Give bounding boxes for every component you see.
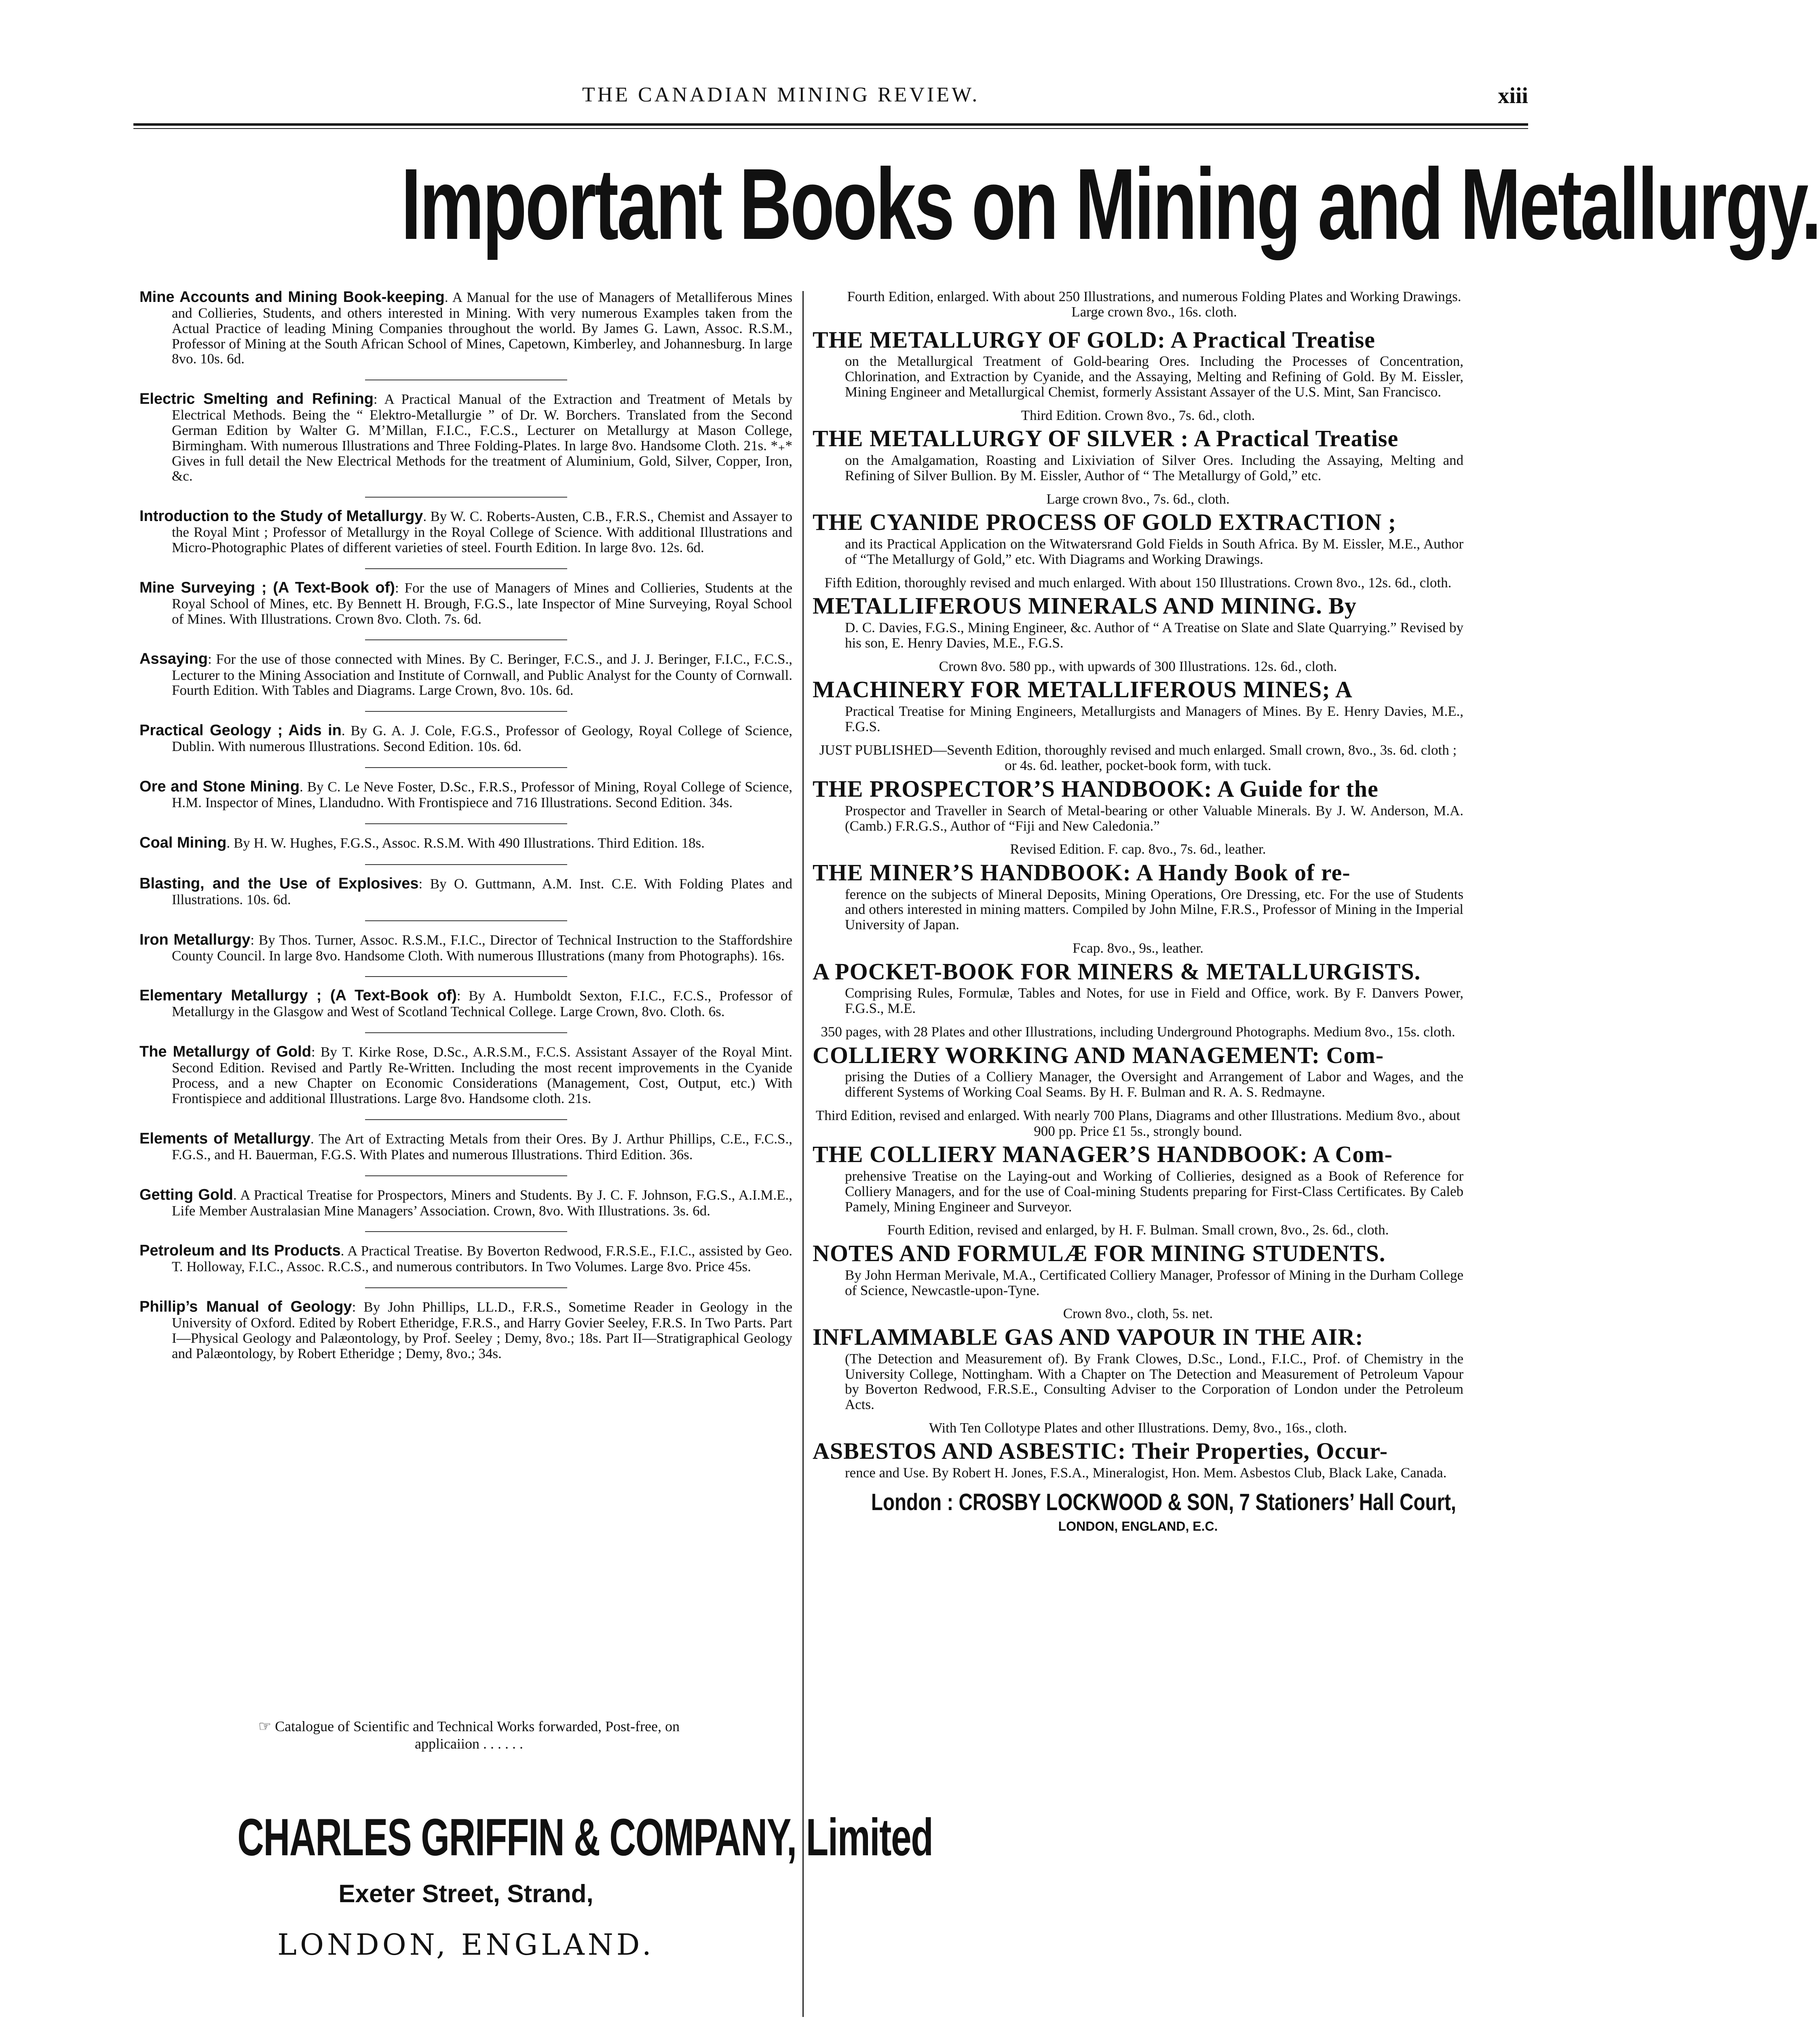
book-description: Comprising Rules, Formulæ, Tables and Notes, for use in Field and Office, work. By F. Danvers Power, F.G.S., M.E.: [845, 985, 1463, 1017]
book-description: : For the use of those connected with Mines. By C. Beringer, F.C.S., and J. J. Beringer, F.I.C., F.C.S., Lecturer to the Mining Association and Institute of Cornwall, and Public Analyst for the County of Cornwall. Fourth Edition. With Tables and Diagrams. Large Crown, 8vo. 10s. 6d.: [172, 651, 792, 698]
book-description: on the Amalgamation, Roasting and Lixiviation of Silver Ores. Including the Assaying, Melting and Refining of Silver Bullion. By M. Eissler, Author of “ The Metallurgy of Gold,” etc.: [845, 452, 1463, 484]
book-heading: A POCKET-BOOK FOR MINERS & METALLURGISTS.: [813, 958, 1421, 985]
entry-separator: [365, 1231, 567, 1232]
book-description: prehensive Treatise on the Laying-out and Working of Collieries, designed as a Book of Reference for Colliery Managers, and for the use of Coal-mining Students preparing for First-Class Certificates. By Caleb Pamely, Mining Engineer and Surveyor.: [845, 1168, 1463, 1215]
book-entry-text: [139, 875, 792, 907]
page-header: [133, 83, 1528, 115]
book-title: Elements of Metallurgy: [139, 1130, 311, 1147]
header-rule-thin: [133, 128, 1528, 129]
entry-separator: [365, 1032, 567, 1033]
book-entry: [813, 861, 1463, 932]
book-entry: [139, 987, 792, 1019]
book-heading: METALLIFEROUS MINERALS AND MINING. By: [813, 593, 1357, 619]
book-description: . A Manual for the use of Managers of Metalliferous Mines and Collieries, Students, and others interested in Mining. With very numerous Examples taken from the Actual Practice of leading Mining Companies throughout the world. By James G. Lawn, Assoc. R.S.M., Professor of Mining at the South African School of Mines, Capetown, Kimberley, and Johannesburg. In large 8vo. 10s. 6d.: [172, 289, 792, 367]
book-entry: [813, 1043, 1463, 1100]
book-heading: INFLAMMABLE GAS AND VAPOUR IN THE AIR:: [813, 1323, 1364, 1350]
book-entry: [813, 510, 1463, 567]
entry-separator: [365, 497, 567, 498]
edition-note: 350 pages, with 28 Plates and other Illustrations, including Underground Photographs. Medium 8vo., 15s. cloth.: [821, 1024, 1455, 1040]
book-entry-text: [139, 391, 792, 484]
edition-note: Fifth Edition, thoroughly revised and much enlarged. With about 150 Illustrations. Crown 8vo., 12s. 6d., cloth.: [824, 574, 1452, 591]
book-entry: [139, 651, 792, 698]
edition-note: Large crown 8vo., 7s. 6d., cloth.: [1046, 491, 1230, 507]
book-title: Coal Mining: [139, 834, 227, 851]
book-entry: [813, 1439, 1463, 1481]
edition-note: Crown 8vo., cloth, 5s. net.: [1063, 1306, 1213, 1322]
edition-note: Third Edition, revised and enlarged. With nearly 700 Plans, Diagrams and other Illustrations. Medium 8vo., about 900 pp. Price £1 5s., strongly bound.: [815, 1108, 1461, 1139]
book-entry-text: [139, 932, 792, 964]
book-entry-text: [139, 289, 792, 367]
book-description: . A Practical Treatise for Prospectors, Miners and Students. By J. C. F. Johnson, F.G.S., A.I.M.E., Life Member Australasian Mine Managers’ Association. Crown, 8vo. With Illustrations. 3s. 6d.: [172, 1187, 793, 1219]
journal-title: THE CANADIAN MINING REVIEW.: [582, 83, 980, 106]
book-entry-text: [139, 1243, 792, 1274]
book-entry: [139, 1044, 792, 1106]
book-description: D. C. Davies, F.G.S., Mining Engineer, &c. Author of “ A Treatise on Slate and Slate Quarrying.” Revised by his son, E. Henry Davies, M.E., F.G.S.: [845, 620, 1463, 651]
book-description: . By H. W. Hughes, F.G.S., Assoc. R.S.M. With 490 Illustrations. Third Edition. 18s.: [226, 835, 705, 851]
book-description: . The Art of Extracting Metals from their Ores. By J. Arthur Phillips, C.E., F.C.S., F.G.S., and H. Bauerman, F.G.S. With Plates and numerous Illustrations. Third Edition. 36s.: [172, 1131, 792, 1162]
header-rule: [133, 123, 1528, 126]
book-entry: [813, 328, 1463, 400]
publisher-city: LONDON, ENGLAND.: [277, 1928, 655, 1962]
publisher-name: CHARLES GRIFFIN & COMPANY, Limited: [237, 1808, 933, 1867]
book-description: . By C. Le Neve Foster, D.Sc., F.R.S., Professor of Mining, Royal College of Science, H.M. Inspector of Mines, Llandudno. With Frontispiece and 716 Illustrations. Second Edition. 34s.: [172, 778, 792, 810]
book-description: By John Herman Merivale, M.A., Certificated Colliery Manager, Professor of Mining in the Durham College of Science, Newcastle-upon-Tyne.: [845, 1267, 1463, 1298]
book-entry-text: [139, 508, 792, 555]
book-description: : By A. Humboldt Sexton, F.I.C., F.C.S., Professor of Metallurgy in the Glasgow and West of Scotland Technical College. Large Crown, 8vo. Cloth. 6s.: [172, 988, 792, 1020]
book-description: : By O. Guttmann, A.M. Inst. C.E. With Folding Plates and Illustrations. 10s. 6d.: [172, 875, 792, 907]
book-heading: THE CYANIDE PROCESS OF GOLD EXTRACTION ;: [813, 509, 1397, 536]
book-description: : By John Phillips, LL.D., F.R.S., Sometime Reader in Geology in the University of Oxford. Edited by Robert Etheridge, F.R.S., and Harry Govier Seeley, F.R.S. In Two Parts. Part I—Physical Geology and Palæontology, by Prof. Seeley ; Demy, 8vo.; 18s. Part II—Stratigraphical Geology and Palæontology, by Robert Etheridge ; Demy, 8vo.; 34s.: [172, 1299, 792, 1361]
book-description: . By G. A. J. Cole, F.G.S., Professor of Geology, Royal College of Science, Dublin. With numerous Illustrations. Second Edition. 10s. 6d.: [172, 723, 793, 755]
entry-separator: [365, 711, 567, 712]
book-description: . A Practical Treatise. By Boverton Redwood, F.R.S.E., F.I.C., assisted by Geo. T. Holloway, F.I.C., Assoc. R.C.S., and numerous contributors. In Two Volumes. Large 8vo. Price 45s.: [172, 1243, 792, 1275]
book-entry-text: [139, 1131, 792, 1162]
book-description: : For the use of Managers of Mines and Collieries, Students at the Royal School of Mines, etc. By Bennett H. Brough, F.G.S., late Inspector of Mine Surveying, Royal School of Mines. With Illustrations. Crown 8vo. Cloth. 7s. 6d.: [172, 580, 792, 627]
book-entry-text: [139, 835, 792, 851]
book-entry: [139, 835, 792, 851]
entry-separator: [365, 976, 567, 977]
entry-separator: [365, 767, 567, 768]
edition-note: Fcap. 8vo., 9s., leather.: [1073, 940, 1203, 956]
book-description: and its Practical Application on the Witwatersrand Gold Fields in South Africa. By M. Eissler, M.E., Author of “The Metallurgy of Gold,” etc. With Diagrams and Working Drawings.: [845, 536, 1463, 567]
book-description: rence and Use. By Robert H. Jones, F.S.A., Mineralogist, Hon. Mem. Asbestos Club, Black Lake, Canada.: [845, 1465, 1447, 1481]
book-entry-text: [139, 987, 792, 1019]
book-entry: [139, 932, 792, 964]
book-title: Getting Gold: [139, 1186, 233, 1203]
book-heading: NOTES AND FORMULÆ FOR MINING STUDENTS.: [813, 1240, 1386, 1266]
book-entry: [139, 580, 792, 627]
book-description: (The Detection and Measurement of). By Frank Clowes, D.Sc., Lond., F.I.C., Prof. of Chemistry in the University College, Nottingham. With a Chapter on The Detection and Measurement of Petroleum Vapour by Boverton Redwood, F.R.S.E., Consulting Adviser to the Corporation of London under the Petroleum Acts.: [845, 1350, 1463, 1413]
lockwood-address: London : CROSBY LOCKWOOD & SON, 7 Stationers’ Hall Court,: [871, 1489, 1457, 1516]
book-entry-text: [139, 1299, 792, 1361]
book-entry: [139, 875, 792, 907]
edition-note: Crown 8vo. 580 pp., with upwards of 300 Illustrations. 12s. 6d., cloth.: [939, 658, 1337, 674]
book-entry: [139, 722, 792, 754]
book-heading: THE COLLIERY MANAGER’S HANDBOOK: A Com-: [813, 1141, 1393, 1168]
book-entry: [813, 1142, 1463, 1214]
book-heading: THE MINER’S HANDBOOK: A Handy Book of re-: [813, 859, 1351, 886]
book-description: : A Practical Manual of the Extraction and Treatment of Metals by Electrical Methods. Being the “ Elektro-Metallurgie ” of Dr. W. Borchers. Translated from the Second German Edition by Walter G. M’Millan, F.I.C., F.C.S., Lecturer on Metallurgy at Mason College, Birmingham. With numerous Illustrations and Three Folding-Plates. In large 8vo. Handsome Cloth. 21s. *₊* Gives in full detail the New Electrical Methods for the treatment of Aluminium, Gold, Silver, Copper, Iron, &c.: [172, 391, 792, 484]
book-entry: [139, 391, 792, 484]
book-entry: [813, 677, 1463, 734]
book-entry-text: [139, 778, 792, 810]
book-entry: [813, 289, 1463, 320]
book-heading: ASBESTOS AND ASBESTIC: Their Properties, Occur-: [813, 1438, 1388, 1464]
book-entry: [813, 594, 1463, 650]
book-heading: THE PROSPECTOR’S HANDBOOK: A Guide for the: [813, 775, 1379, 802]
book-entry-text: [139, 580, 792, 627]
book-entry: [813, 1325, 1463, 1412]
book-description: Prospector and Traveller in Search of Metal-bearing or other Valuable Minerals. By J. W. Anderson, M.A. (Camb.) F.R.G.S., Author of “Fiji and New Caledonia.”: [845, 802, 1463, 834]
book-entry: [139, 508, 792, 555]
edition-note: JUST PUBLISHED—Seventh Edition, thoroughly revised and much enlarged. Small crown, 8vo., 3s. 6d. cloth ; or 4s. 6d. leather, pocket-book form, with tuck.: [819, 742, 1457, 774]
griffin-imprint: [139, 1807, 933, 1962]
page-title: Important Books on Mining and Metallurgy.: [401, 148, 1820, 260]
column-divider: [802, 291, 804, 2017]
book-entry: [813, 426, 1463, 483]
book-description: : By T. Kirke Rose, D.Sc., A.R.S.M., F.C.S. Assistant Assayer of the Royal Mint. Second Edition. Revised and Partly Re-Written. Including the most recent improvements in the Cyanide Process, and a new Chapter on Economic Considerations (Management, Cost, Output, etc.) With Frontispiece and additional Illustrations. Large 8vo. Handsome cloth. 21s.: [172, 1044, 792, 1106]
book-title: Elementary Metallurgy ; (A Text-Book of): [139, 987, 457, 1004]
entry-separator: [365, 920, 567, 921]
entry-separator: [365, 568, 567, 569]
book-entry: [139, 1131, 792, 1162]
entry-separator: [365, 1287, 567, 1288]
lockwood-book-list: [813, 289, 1463, 1534]
book-title: Iron Metallurgy: [139, 931, 251, 948]
griffin-book-list: [139, 289, 792, 1374]
book-description: : By Thos. Turner, Assoc. R.S.M., F.I.C., Director of Technical Instruction to the Staffordshire County Council. In large 8vo. Handsome Cloth. With numerous Illustrations (many from Photographs). 16s.: [172, 932, 792, 964]
book-entry: [813, 1241, 1463, 1298]
book-heading: MACHINERY FOR METALLIFEROUS MINES; A: [813, 676, 1353, 703]
book-description: ference on the subjects of Mineral Deposits, Mining Operations, Ore Dressing, etc. For the use of Students and others interested in mining matters. Compiled by John Milne, F.R.S., Professor of Mining in the Imperial University of Japan.: [845, 886, 1463, 933]
edition-note: Revised Edition. F. cap. 8vo., 7s. 6d., leather.: [1010, 841, 1266, 857]
book-entry-text: [139, 722, 792, 754]
book-entry: [139, 1299, 792, 1361]
book-entry: [813, 777, 1463, 833]
entry-separator: [365, 1175, 567, 1176]
book-heading: COLLIERY WORKING AND MANAGEMENT: Com-: [813, 1042, 1384, 1068]
edition-note: Fourth Edition, revised and enlarged, by H. F. Bulman. Small crown, 8vo., 2s. 6d., cloth.: [887, 1222, 1389, 1238]
book-title: Electric Smelting and Refining: [139, 390, 374, 408]
entry-separator: [365, 1119, 567, 1120]
book-entry: [139, 1187, 792, 1219]
book-entry: [139, 1243, 792, 1274]
book-description: . By W. C. Roberts-Austen, C.B., F.R.S., Chemist and Assayer to the Royal Mint ; Professor of Metallurgy in the Royal College of Science. With additional Illustrations and Micro-Photographic Plates of different varieties of steel. Fourth Edition. In large 8vo. 12s. 6d.: [172, 508, 792, 556]
book-heading: THE METALLURGY OF SILVER : A Practical Treatise: [813, 425, 1399, 452]
book-entry-text: [139, 651, 792, 698]
book-entry: [813, 960, 1463, 1016]
book-description: on the Metallurgical Treatment of Gold-bearing Ores. Including the Processes of Concentration, Chlorination, and Extraction by Cyanide, and the Assaying, Melting and Refining of Gold. By M. Eissler, Mining Engineer and Metallurgical Chemist, formerly Assistant Assayer of the U.S. Mint, San Francisco.: [845, 353, 1463, 400]
book-title: Petroleum and Its Products: [139, 1242, 341, 1259]
book-heading: THE METALLURGY OF GOLD: A Practical Treatise: [813, 326, 1375, 353]
book-description: prising the Duties of a Colliery Manager, the Oversight and Arrangement of Labor and Wages, and the different Systems of Working Coal Seams. By H. F. Bulman and R. A. S. Redmayne.: [845, 1069, 1463, 1100]
book-title: Blasting, and the Use of Explosives: [139, 875, 419, 892]
book-entry: [139, 289, 792, 367]
book-title: Assaying: [139, 650, 208, 668]
lockwood-city: LONDON, ENGLAND, E.C.: [1058, 1519, 1218, 1534]
book-title: Practical Geology ; Aids in: [139, 722, 342, 739]
book-entry-text: [139, 1187, 792, 1219]
book-entry-text: [139, 1044, 792, 1106]
catalogue-note: ☞ Catalogue of Scientific and Technical Works forwarded, Post-free, on applicaiion . . . . . .: [258, 1718, 680, 1752]
book-description: Fourth Edition, enlarged. With about 250 Illustrations, and numerous Folding Plates and Working Drawings. Large crown 8vo., 16s. cloth.: [847, 289, 1461, 320]
entry-separator: [365, 823, 567, 824]
book-title: Ore and Stone Mining: [139, 778, 300, 795]
publisher-street: Exeter Street, Strand,: [338, 1880, 593, 1908]
book-title: Introduction to the Study of Metallurgy: [139, 508, 423, 525]
lockwood-imprint: [813, 1489, 1463, 1534]
edition-note: Third Edition. Crown 8vo., 7s. 6d., cloth.: [1021, 407, 1255, 423]
book-title: Mine Accounts and Mining Book-keeping: [139, 289, 445, 306]
book-title: The Metallurgy of Gold: [139, 1043, 311, 1061]
book-title: Phillip’s Manual of Geology: [139, 1298, 352, 1316]
book-title: Mine Surveying ; (A Text-Book of): [139, 579, 395, 596]
page-number: xiii: [1498, 83, 1528, 108]
book-entry: [139, 778, 792, 810]
book-description: Practical Treatise for Mining Engineers, Metallurgists and Managers of Mines. By E. Henry Davies, M.E., F.G.S.: [845, 703, 1463, 735]
edition-note: With Ten Collotype Plates and other Illustrations. Demy, 8vo., 16s., cloth.: [929, 1420, 1347, 1436]
entry-separator: [365, 639, 567, 640]
entry-separator: [365, 864, 567, 865]
